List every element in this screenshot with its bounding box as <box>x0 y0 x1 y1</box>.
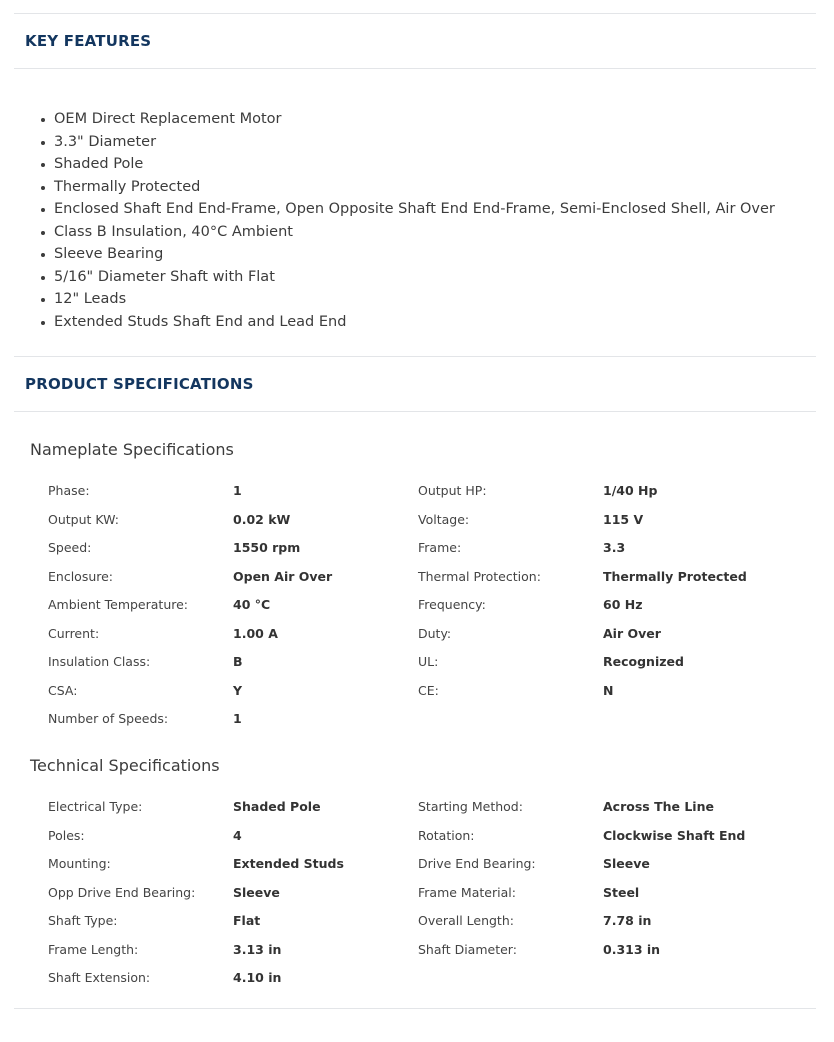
feature-item: Sleeve Bearing <box>40 243 775 266</box>
spec-row <box>0 709 834 738</box>
spec-value: 7.78 in <box>603 913 652 928</box>
feature-item: 3.3" Diameter <box>40 131 775 154</box>
spec-value: Extended Studs <box>233 856 344 871</box>
spec-row <box>0 681 834 710</box>
spec-value: Open Air Over <box>233 568 333 584</box>
spec-label: Output HP: <box>418 483 487 498</box>
spec-value: Across The Line <box>603 799 714 814</box>
spec-value: 4 <box>233 827 242 843</box>
spec-value: 1 <box>233 483 242 498</box>
spec-value: N <box>603 682 614 698</box>
feature-item: 12" Leads <box>40 288 775 311</box>
feature-item: Extended Studs Shaft End and Lead End <box>40 311 775 334</box>
spec-row <box>0 567 834 596</box>
spec-row <box>0 652 834 681</box>
spec-row <box>0 883 834 912</box>
spec-label: Opp Drive End Bearing: <box>48 884 196 900</box>
spec-label: Insulation Class: <box>48 654 151 669</box>
spec-label: Number of Speeds: <box>48 711 169 726</box>
key-features-list <box>40 108 775 333</box>
spec-value: 0.313 in <box>603 941 661 957</box>
spec-label: Electrical Type: <box>48 799 143 814</box>
spec-label: Mounting: <box>48 856 111 871</box>
spec-row <box>0 854 834 883</box>
spec-row <box>0 538 834 567</box>
spec-value: 60 Hz <box>603 597 643 612</box>
spec-label: Drive End Bearing: <box>418 856 536 871</box>
nameplate-specifications-heading: Nameplate Specifications <box>30 440 234 459</box>
spec-label: Frame: <box>418 540 462 555</box>
key-features-title: KEY FEATURES <box>25 32 152 50</box>
technical-specifications-heading: Technical Specifications <box>30 756 220 775</box>
spec-row <box>0 940 834 969</box>
spec-value: Steel <box>603 884 640 900</box>
spec-label: Thermal Protection: <box>418 568 541 584</box>
spec-row <box>0 911 834 940</box>
spec-label: UL: <box>418 654 439 669</box>
spec-value: Flat <box>233 913 261 928</box>
spec-label: Poles: <box>48 827 85 843</box>
spec-label: Ambient Temperature: <box>48 597 189 612</box>
spec-label: Output KW: <box>48 511 119 527</box>
spec-label: Overall Length: <box>418 913 514 928</box>
divider <box>14 356 816 357</box>
spec-label: Frame Material: <box>418 884 516 900</box>
spec-value: 1 <box>233 711 242 726</box>
spec-label: Current: <box>48 625 100 641</box>
spec-value: 115 V <box>603 511 644 527</box>
feature-item: 5/16" Diameter Shaft with Flat <box>40 266 775 289</box>
spec-value: Recognized <box>603 654 684 669</box>
spec-row <box>0 968 834 997</box>
nameplate-specifications-table <box>0 481 834 738</box>
spec-row <box>0 595 834 624</box>
feature-item: Shaded Pole <box>40 153 775 176</box>
spec-label: Voltage: <box>418 511 470 527</box>
spec-label: Frame Length: <box>48 941 139 957</box>
spec-value: 4.10 in <box>233 970 282 985</box>
spec-label: Speed: <box>48 540 92 555</box>
spec-value: 40 °C <box>233 597 271 612</box>
spec-value: Air Over <box>603 625 661 641</box>
spec-label: CSA: <box>48 682 78 698</box>
spec-value: 3.13 in <box>233 941 282 957</box>
spec-label: CE: <box>418 682 439 698</box>
feature-item: Thermally Protected <box>40 176 775 199</box>
spec-row <box>0 510 834 539</box>
spec-label: Shaft Type: <box>48 913 118 928</box>
feature-item: Enclosed Shaft End End-Frame, Open Opposite Shaft End End-Frame, Semi-Enclosed Shell, Air Over <box>40 198 775 221</box>
feature-item: OEM Direct Replacement Motor <box>40 108 775 131</box>
divider <box>14 68 816 69</box>
spec-value: 0.02 kW <box>233 511 291 527</box>
spec-value: 3.3 <box>603 540 626 555</box>
spec-label: Shaft Diameter: <box>418 941 517 957</box>
spec-value: Clockwise Shaft End <box>603 827 746 843</box>
spec-row <box>0 826 834 855</box>
spec-value: 1/40 Hp <box>603 483 658 498</box>
spec-label: Enclosure: <box>48 568 114 584</box>
spec-value: Sleeve <box>603 856 650 871</box>
divider <box>14 411 816 412</box>
spec-row <box>0 481 834 510</box>
feature-item: Class B Insulation, 40°C Ambient <box>40 221 775 244</box>
technical-specifications-table <box>0 797 834 997</box>
spec-label: Frequency: <box>418 597 486 612</box>
spec-row <box>0 624 834 653</box>
spec-value: Thermally Protected <box>603 568 747 584</box>
divider <box>14 13 816 14</box>
spec-label: Starting Method: <box>418 799 523 814</box>
spec-value: B <box>233 654 243 669</box>
spec-value: 1550 rpm <box>233 540 301 555</box>
divider <box>14 1008 816 1009</box>
spec-value: Shaded Pole <box>233 799 321 814</box>
spec-value: Sleeve <box>233 884 280 900</box>
spec-row <box>0 797 834 826</box>
product-specifications-title: PRODUCT SPECIFICATIONS <box>25 375 254 393</box>
spec-label: Phase: <box>48 483 90 498</box>
spec-label: Duty: <box>418 625 452 641</box>
spec-label: Rotation: <box>418 827 475 843</box>
spec-value: 1.00 A <box>233 625 278 641</box>
spec-value: Y <box>233 682 243 698</box>
spec-label: Shaft Extension: <box>48 970 151 985</box>
